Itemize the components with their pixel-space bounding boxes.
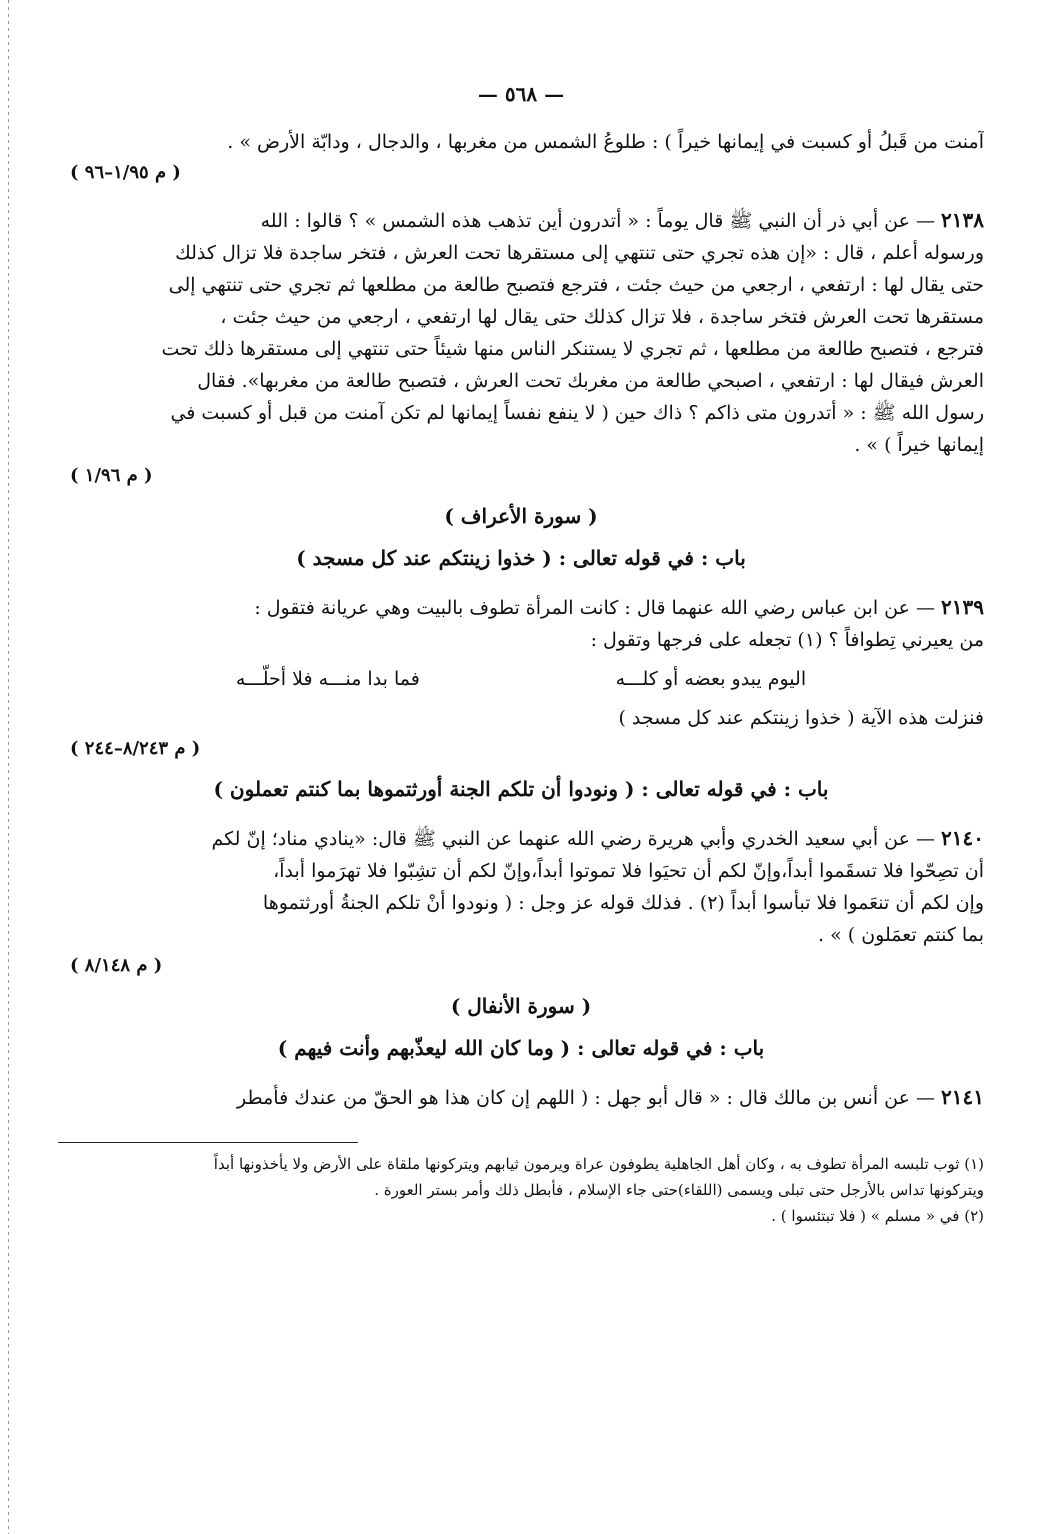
footnote: ويتركونها تداس بالأرجل حتى تبلى ويسمى (اللقاء)حتى جاء الإسلام ، فأبطل ذلك وأمر بستر العورة . [374, 1181, 984, 1199]
chapter-heading: باب : في قوله تعالى : ( خذوا زينتكم عند كل مسجد ) [296, 546, 746, 570]
surah-heading: ( سورة الأعراف ) [444, 504, 598, 528]
hadith-number: ٢١٣٨ [941, 208, 984, 232]
intro-line: آمنت من قَبلُ أو كسبت في إيمانها خيراً ) : طلوعُ الشمس من مغربها ، والدجال ، ودابّة الأرض » . [227, 131, 984, 153]
hadith-line: فنزلت هذه الآية ( خذوا زينتكم عند كل مسجد ) [618, 707, 984, 729]
hadith-line: العرش فيقال لها : ارتفعي ، اصبحي طالعة من مغربك تحت العرش ، فتصبح طالعة من مغربها». فقال [197, 370, 984, 392]
page-number: — ٥٦٨ — [477, 82, 565, 106]
footnote-divider [58, 1142, 358, 1143]
hadith-number: ٢١٣٩ [941, 595, 984, 619]
hadith-line: — عن أبي سعيد الخدري وأبي هريرة رضي الله عنهما عن النبي ﷺ قال: «ينادي مناد؛ إنّ لكم [211, 828, 935, 850]
hadith-number: ٢١٤١ [941, 1085, 984, 1109]
hadith-2138 [58, 204, 984, 491]
chapter-heading: باب : في قوله تعالى : ( وما كان الله ليعذّبهم وأنت فيهم ) [277, 1036, 765, 1060]
poem-verse [138, 660, 904, 698]
hadith-2141 [58, 1081, 984, 1114]
hadith-line: إيمانها خيراً ) » . [854, 434, 984, 456]
hadith-line: أن تصِحّوا فلا تسقَموا أبداً،وإنّ لكم أن تحيَوا فلا تموتوا أبداً،وإنّ لكم أن تشِبّوا فلا تهرَموا أبداً، [273, 860, 984, 882]
hadith-number: ٢١٤٠ [941, 826, 984, 850]
page-content [58, 82, 984, 1229]
chapter-heading: باب : في قوله تعالى : ( ونودوا أن تلكم الجنة أورثتموها بما كنتم تعملون ) [213, 777, 829, 801]
hadith-2139 [58, 591, 984, 764]
hadith-line: رسول الله ﷺ : « أتدرون متى ذاكم ؟ ذاك حين ( لا ينفع نفساً إيمانها لم تكن آمنت من قبل أو كسبت في [170, 402, 984, 424]
hadith-line: ورسوله أعلم ، قال : «إن هذه تجري حتى تنتهي إلى مستقرها تحت العرش ، فتخر ساجدة فلا تزال كذلك [175, 242, 984, 264]
hadith-line: — عن ابن عباس رضي الله عنهما قال : كانت المرأة تطوف بالبيت وهي عريانة فتقول : [254, 597, 935, 619]
hadith-reference: ( م ١/٩٥–٩٦ ) [70, 162, 181, 183]
hadith-line: وإن لكم أن تنعَموا فلا تبأسوا أبداً (٢) . فذلك قوله عز وجل : ( ونودوا أنْ تلكم الجنةُ أورثتموها [262, 892, 984, 914]
footnote: (٢) في « مسلم » ( فلا تبتئسوا ) . [771, 1207, 984, 1225]
hadith-reference: ( م ٨/٢٤٣–٢٤٤ ) [70, 738, 201, 759]
hadith-line: حتى يقال لها : ارتفعي ، ارجعي من حيث جئت ، فترجع فتصبح طالعة من مطلعها ثم تجري حتى تنتهي إلى [168, 274, 984, 296]
hadith-line: — عن أبي ذر أن النبي ﷺ قال يوماً : « أتدرون أين تذهب هذه الشمس » ؟ قالوا : الله [260, 210, 935, 232]
hadith-reference: ( م ٨/١٤٨ ) [70, 955, 163, 976]
hadith-line: من يعيرني تِطوافاً ؟ (١) تجعله على فرجها وتقول : [590, 629, 984, 651]
hadith-line: مستقرها تحت العرش فتخر ساجدة ، فلا تزال كذلك حتى يقال لها ارتفعي ، ارجعي من حيث جئت ، [220, 306, 984, 328]
footnote: (١) ثوب تلبسه المرأة تطوف به ، وكان أهل الجاهلية يطوفون عراة ويرمون ثيابهم ويتركونها ملقاة على الأرض ولا يأخذونها أبداً [213, 1155, 984, 1173]
hadith-line: — عن أنس بن مالك قال : « قال أبو جهل : ( اللهم إن كان هذا هو الحقّ من عندك فأمطر [237, 1087, 935, 1109]
intro-block [58, 126, 984, 188]
hadith-2140 [58, 822, 984, 981]
poem-hemistich-first: اليوم يبدو بعضه أو كلـــه [615, 668, 807, 690]
hadith-line: بما كنتم تعمَلون ) » . [818, 924, 984, 946]
hadith-line: فترجع ، فتصبح طالعة من مطلعها ، ثم تجري لا يستنكر الناس منها شيئاً حتى تنتهي إلى مستقرها ذلك تحت [161, 338, 984, 360]
poem-hemistich-second: فما بدا منـــه فلا أحلّـــه [235, 668, 420, 690]
margin-dotted-line [8, 0, 9, 1534]
surah-heading: ( سورة الأنفال ) [450, 994, 592, 1018]
hadith-reference: ( م ١/٩٦ ) [70, 465, 153, 486]
